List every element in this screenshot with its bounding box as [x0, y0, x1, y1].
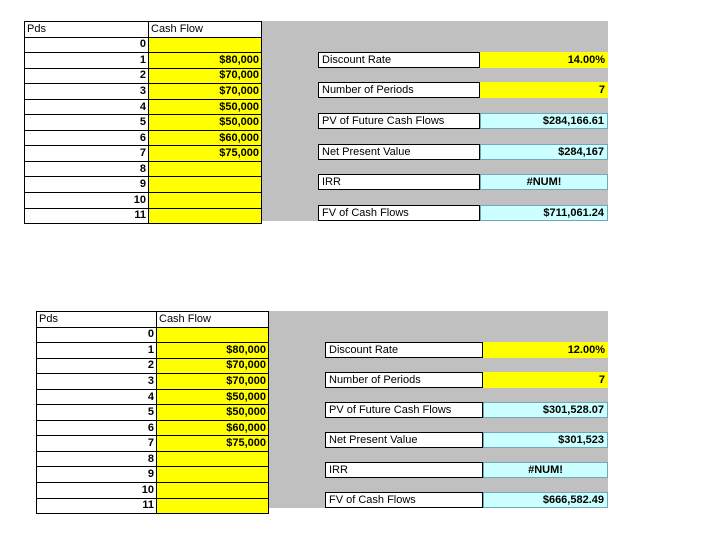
bottom-row [37, 467, 269, 483]
top-npv-label: Net Present Value [318, 144, 480, 160]
top-cf-cell[interactable]: $60,000 [149, 130, 262, 146]
top-row [25, 130, 262, 146]
bottom-sheet [36, 311, 608, 512]
top-row [25, 193, 262, 209]
top-irr-label: IRR [318, 174, 480, 190]
top-pv-row [318, 113, 608, 129]
bottom-row [37, 358, 269, 374]
top-cf-cell[interactable]: $70,000 [149, 68, 262, 84]
top-pd-cell[interactable]: 7 [25, 146, 149, 162]
bottom-pd-cell[interactable]: 8 [37, 451, 157, 467]
top-pd-cell[interactable]: 6 [25, 130, 149, 146]
bottom-pv-label: PV of Future Cash Flows [325, 402, 483, 418]
bottom-cf-cell[interactable]: $75,000 [157, 436, 269, 452]
bottom-row [37, 374, 269, 390]
top-row [25, 146, 262, 162]
bottom-pv-row [325, 402, 608, 418]
bottom-cash-flow-table [36, 311, 269, 514]
top-pd-cell[interactable]: 2 [25, 68, 149, 84]
top-row [25, 37, 262, 53]
bottom-npv-label: Net Present Value [325, 432, 483, 448]
top-cf-header[interactable]: Cash Flow [149, 22, 262, 38]
bottom-cf-cell[interactable] [157, 498, 269, 514]
bottom-row [37, 327, 269, 343]
bottom-fv-label: FV of Cash Flows [325, 492, 483, 508]
bottom-num-periods-value[interactable]: 7 [483, 372, 608, 388]
bottom-row [37, 436, 269, 452]
top-pv-value[interactable]: $284,166.61 [480, 113, 608, 129]
top-cf-cell[interactable]: $70,000 [149, 84, 262, 100]
bottom-pd-cell[interactable]: 2 [37, 358, 157, 374]
bottom-row [37, 498, 269, 514]
top-pd-cell[interactable]: 5 [25, 115, 149, 131]
bottom-irr-value[interactable]: #NUM! [483, 462, 608, 478]
bottom-npv-value[interactable]: $301,523 [483, 432, 608, 448]
bottom-cf-cell[interactable]: $50,000 [157, 389, 269, 405]
top-pd-cell[interactable]: 0 [25, 37, 149, 53]
bottom-cf-cell[interactable]: $70,000 [157, 358, 269, 374]
top-cf-cell[interactable]: $75,000 [149, 146, 262, 162]
top-pd-cell[interactable]: 3 [25, 84, 149, 100]
top-num-periods-label: Number of Periods [318, 82, 480, 98]
bottom-cf-cell[interactable]: $50,000 [157, 405, 269, 421]
top-num-periods-row [318, 82, 608, 98]
top-discount-rate-value[interactable]: 14.00% [480, 52, 608, 68]
top-discount-rate-row [318, 52, 608, 68]
top-pd-cell[interactable]: 4 [25, 99, 149, 115]
bottom-discount-rate-label: Discount Rate [325, 342, 483, 358]
top-row [25, 84, 262, 100]
bottom-cf-tbody [37, 312, 269, 514]
top-cash-flow-table [24, 21, 262, 224]
bottom-cf-cell[interactable] [157, 327, 269, 343]
bottom-fv-value[interactable]: $666,582.49 [483, 492, 608, 508]
bottom-row [37, 389, 269, 405]
top-cf-cell[interactable]: $80,000 [149, 53, 262, 69]
top-npv-value[interactable]: $284,167 [480, 144, 608, 160]
top-npv-row [318, 144, 608, 160]
bottom-cf-cell[interactable] [157, 467, 269, 483]
top-cf-cell[interactable] [149, 37, 262, 53]
bottom-row [37, 405, 269, 421]
top-row [25, 115, 262, 131]
top-row [25, 177, 262, 193]
top-irr-row [318, 174, 608, 190]
top-row [25, 68, 262, 84]
top-cf-tbody [25, 22, 262, 224]
bottom-row [37, 420, 269, 436]
bottom-pd-cell[interactable]: 3 [37, 374, 157, 390]
bottom-pds-header[interactable]: Pds [37, 312, 157, 328]
bottom-pv-value[interactable]: $301,528.07 [483, 402, 608, 418]
bottom-pd-cell[interactable]: 11 [37, 498, 157, 514]
top-fv-value[interactable]: $711,061.24 [480, 205, 608, 221]
bottom-pd-cell[interactable]: 0 [37, 327, 157, 343]
bottom-pd-cell[interactable]: 1 [37, 343, 157, 359]
top-header-row [25, 22, 262, 38]
top-pd-cell[interactable]: 1 [25, 53, 149, 69]
bottom-cf-cell[interactable] [157, 451, 269, 467]
bottom-header-row [37, 312, 269, 328]
bottom-row [37, 483, 269, 499]
bottom-pd-cell[interactable]: 9 [37, 467, 157, 483]
bottom-cf-header[interactable]: Cash Flow [157, 312, 269, 328]
top-row [25, 99, 262, 115]
bottom-irr-label: IRR [325, 462, 483, 478]
bottom-num-periods-label: Number of Periods [325, 372, 483, 388]
top-fv-row [318, 205, 608, 221]
top-row [25, 161, 262, 177]
top-pd-cell[interactable]: 8 [25, 161, 149, 177]
top-pds-header[interactable]: Pds [25, 22, 149, 38]
top-irr-value[interactable]: #NUM! [480, 174, 608, 190]
top-row [25, 53, 262, 69]
bottom-pd-cell[interactable]: 6 [37, 420, 157, 436]
top-cf-cell[interactable] [149, 193, 262, 209]
top-cf-cell[interactable] [149, 161, 262, 177]
bottom-pd-cell[interactable]: 7 [37, 436, 157, 452]
bottom-num-periods-row [325, 372, 608, 388]
top-cf-cell[interactable] [149, 208, 262, 224]
top-cf-cell[interactable]: $50,000 [149, 99, 262, 115]
top-cf-cell[interactable] [149, 177, 262, 193]
bottom-discount-rate-value[interactable]: 12.00% [483, 342, 608, 358]
bottom-cf-cell[interactable]: $60,000 [157, 420, 269, 436]
bottom-row [37, 343, 269, 359]
bottom-cf-cell[interactable]: $70,000 [157, 374, 269, 390]
bottom-discount-rate-row [325, 342, 608, 358]
top-pv-label: PV of Future Cash Flows [318, 113, 480, 129]
bottom-npv-row [325, 432, 608, 448]
bottom-pd-cell[interactable]: 5 [37, 405, 157, 421]
top-fv-label: FV of Cash Flows [318, 205, 480, 221]
top-cf-cell[interactable]: $50,000 [149, 115, 262, 131]
bottom-irr-row [325, 462, 608, 478]
bottom-row [37, 451, 269, 467]
bottom-cf-cell[interactable]: $80,000 [157, 343, 269, 359]
top-num-periods-value[interactable]: 7 [480, 82, 608, 98]
bottom-pd-cell[interactable]: 4 [37, 389, 157, 405]
top-pd-cell[interactable]: 9 [25, 177, 149, 193]
top-pd-cell[interactable]: 11 [25, 208, 149, 224]
top-discount-rate-label: Discount Rate [318, 52, 480, 68]
top-sheet [24, 21, 608, 221]
bottom-fv-row [325, 492, 608, 508]
top-pd-cell[interactable]: 10 [25, 193, 149, 209]
top-row [25, 208, 262, 224]
bottom-cf-cell[interactable] [157, 483, 269, 499]
bottom-pd-cell[interactable]: 10 [37, 483, 157, 499]
